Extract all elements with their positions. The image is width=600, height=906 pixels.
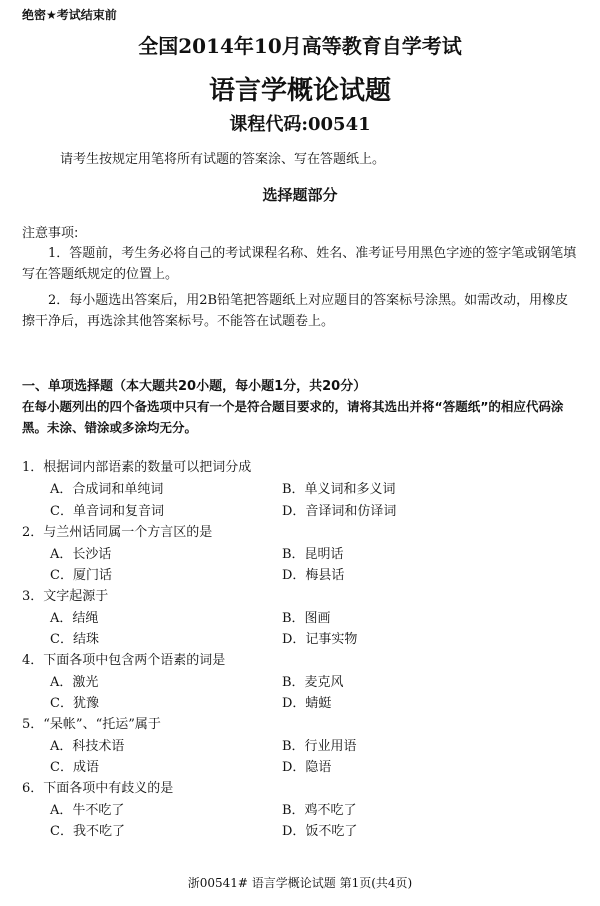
question-4-stem: 4．下面各项中包含两个语素的词是 [22, 653, 226, 668]
question-5-stem: 5．“呆帐”、“托运”属于 [22, 717, 161, 732]
question-2-option-c: C．厦门话 [50, 568, 112, 583]
question-6-option-b: B．鸡不吃了 [282, 803, 357, 818]
question-3-option-a: A．结绳 [50, 611, 99, 626]
question-6-stem: 6．下面各项中有歧义的是 [22, 781, 174, 796]
paper-title: 语言学概论试题 [208, 76, 391, 106]
question-3-stem: 3．文字起源于 [22, 589, 109, 604]
course-code: 课程代码:00541 [229, 114, 371, 135]
note-item-1: 1．答题前，考生务必将自己的考试课程名称、姓名、准考证号用黑色字迹的签字笔或钢笔填写在答题纸规定的位置上。 [22, 246, 577, 282]
secret-mark: 绝密★考试结束前 [22, 8, 117, 22]
note-item-2: 2．每小题选出答案后，用2B铅笔把答题纸上对应题目的答案标号涂黑。如需改动，用橡皮擦干净后，再选涂其他答案标号。不能答在试题卷上。 [22, 293, 569, 329]
question-2-option-d: D．梅县话 [282, 568, 345, 583]
question-6-option-c: C．我不吃了 [50, 824, 125, 839]
question-3-option-d: D．记事实物 [282, 632, 358, 647]
question-1-option-d: D．音译词和仿译词 [282, 504, 397, 519]
question-5-option-b: B．行业用语 [282, 739, 357, 754]
question-5-option-a: A．科技术语 [50, 739, 125, 754]
question-1-option-c: C．单音词和复音词 [50, 504, 164, 519]
question-6-option-d: D．饭不吃了 [282, 824, 358, 839]
question-1-option-b: B．单义词和多义词 [282, 482, 396, 497]
question-1-stem: 1．根据词内部语素的数量可以把词分成 [22, 460, 252, 475]
exam-name: 全国2014年10月高等教育自学考试 [138, 34, 462, 58]
section-title: 选择题部分 [262, 186, 338, 204]
question-2-stem: 2．与兰州话同属一个方言区的是 [22, 525, 213, 540]
notes-title: 注意事项: [22, 226, 79, 241]
question-3-option-c: C．结珠 [50, 632, 99, 647]
question-5-option-c: C．成语 [50, 760, 99, 775]
question-6-option-a: A．牛不吃了 [50, 803, 125, 818]
answer-instruction: 请考生按规定用笔将所有试题的答案涂、写在答题纸上。 [60, 152, 386, 167]
question-4-option-b: B．麦克风 [282, 675, 344, 690]
question-3-option-b: B．图画 [282, 611, 331, 626]
question-1-option-a: A．合成词和单纯词 [50, 482, 164, 497]
question-4-option-c: C．犹豫 [50, 696, 99, 711]
question-2-option-b: B．昆明话 [282, 547, 344, 562]
question-4-option-a: A．激光 [50, 675, 99, 690]
part1-heading: 一、单项选择题（本大题共20小题，每小题1分，共20分） [22, 379, 367, 394]
question-5-option-d: D．隐语 [282, 760, 332, 775]
part1-description: 在每小题列出的四个备选项中只有一个是符合题目要求的，请将其选出并将“答题纸”的相应代码涂黑。未涂、错涂或多涂均无分。 [22, 399, 564, 435]
question-2-option-a: A．长沙话 [50, 547, 112, 562]
question-4-option-d: D．蜻蜓 [282, 696, 332, 711]
page-footer: 浙00541# 语言学概论试题 第1页(共4页) [187, 876, 413, 890]
